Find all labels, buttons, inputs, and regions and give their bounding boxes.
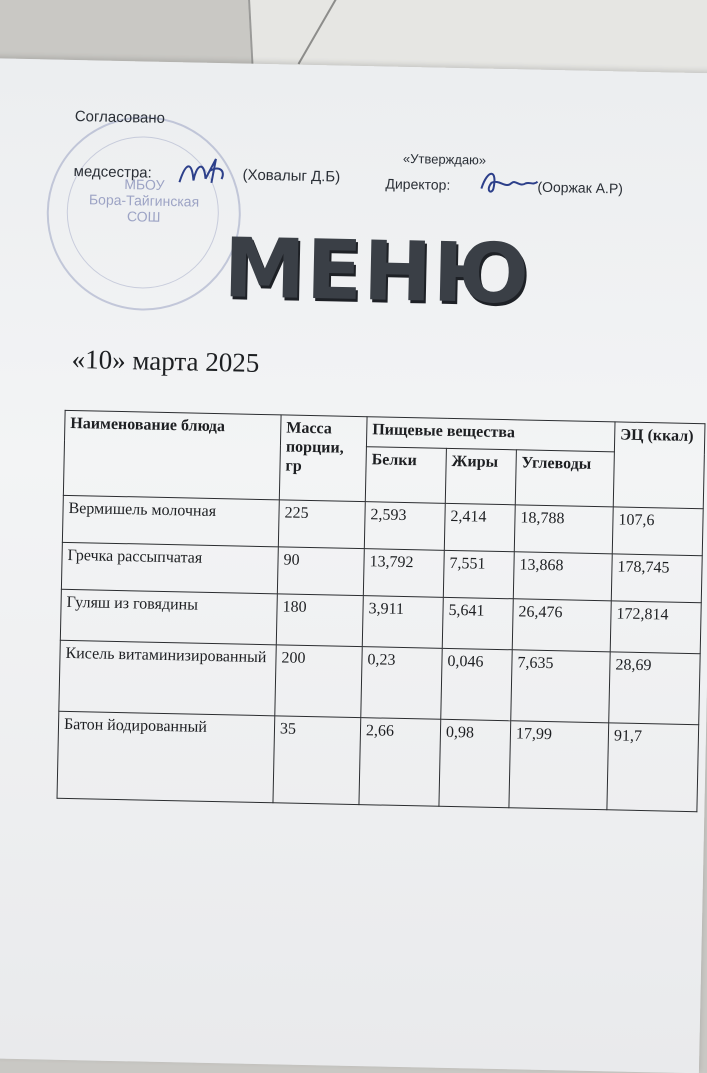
energy-value: 28,69: [609, 652, 700, 725]
school-stamp: [45, 114, 243, 312]
protein-value: 0,23: [361, 647, 442, 720]
header-portion-mass: Масса порции, гр: [279, 415, 367, 502]
page-title: МЕНЮ: [222, 221, 532, 323]
approve-label: «Утверждаю»: [402, 150, 487, 168]
carbs-value: 7,635: [511, 650, 610, 723]
header-carbs: Углеводы: [515, 450, 614, 507]
menu-table: [57, 410, 706, 812]
carbs-value: 26,476: [512, 599, 611, 652]
nurse-name: (Ховалыг Д.Б): [242, 166, 341, 186]
header-nutrients: Пищевые вещества: [366, 417, 615, 452]
agreed-label: Согласовано: [74, 107, 166, 127]
energy-value: 91,7: [607, 723, 699, 812]
fat-value: 0,046: [441, 648, 512, 720]
fat-value: 0,98: [439, 719, 511, 807]
carbs-value: 17,99: [509, 721, 609, 810]
dish-name: Батон йодированный: [57, 711, 275, 803]
fat-value: 5,641: [442, 597, 513, 649]
header-dish-name: Наименование блюда: [63, 410, 281, 500]
energy-value: 107,6: [612, 507, 703, 556]
portion-mass: 180: [276, 594, 363, 647]
header-fat: Жиры: [445, 448, 516, 504]
stamp-line-2: Бора-Тайгинская: [88, 191, 200, 210]
portion-mass: 35: [273, 716, 361, 805]
nurse-label: медсестра:: [73, 162, 152, 182]
dish-name: Гуляш из говядины: [60, 589, 277, 645]
stamp-line-3: СОШ: [126, 208, 161, 225]
dish-name: Гречка рассыпчатая: [61, 542, 278, 594]
energy-value: 172,814: [610, 601, 701, 654]
protein-value: 3,911: [362, 596, 443, 649]
dish-name: Вермишель молочная: [62, 495, 279, 547]
protein-value: 2,593: [364, 502, 445, 551]
nurse-signature: [175, 152, 236, 193]
header-protein: Белки: [365, 447, 446, 504]
director-signature: [477, 164, 542, 201]
menu-sheet: [0, 58, 707, 1073]
carbs-value: 13,868: [513, 552, 612, 601]
fat-value: 2,414: [444, 503, 515, 551]
dish-name: Кисель витаминизированный: [59, 640, 276, 716]
table-row: [57, 711, 699, 811]
stamp-line-1: МБОУ: [124, 176, 165, 193]
protein-value: 2,66: [359, 718, 441, 807]
protein-value: 13,792: [363, 549, 444, 598]
director-label: Директор:: [385, 175, 451, 193]
portion-mass: 90: [277, 547, 364, 596]
header-energy: ЭЦ (ккал): [613, 422, 705, 509]
table-row: [59, 640, 700, 724]
menu-date: «10» марта 2025: [71, 343, 260, 378]
director-name: (Ооржак А.Р): [537, 178, 624, 197]
carbs-value: 18,788: [514, 505, 613, 554]
portion-mass: 200: [275, 645, 362, 718]
fat-value: 7,551: [443, 550, 514, 598]
energy-value: 178,745: [611, 554, 702, 603]
portion-mass: 225: [278, 500, 365, 549]
